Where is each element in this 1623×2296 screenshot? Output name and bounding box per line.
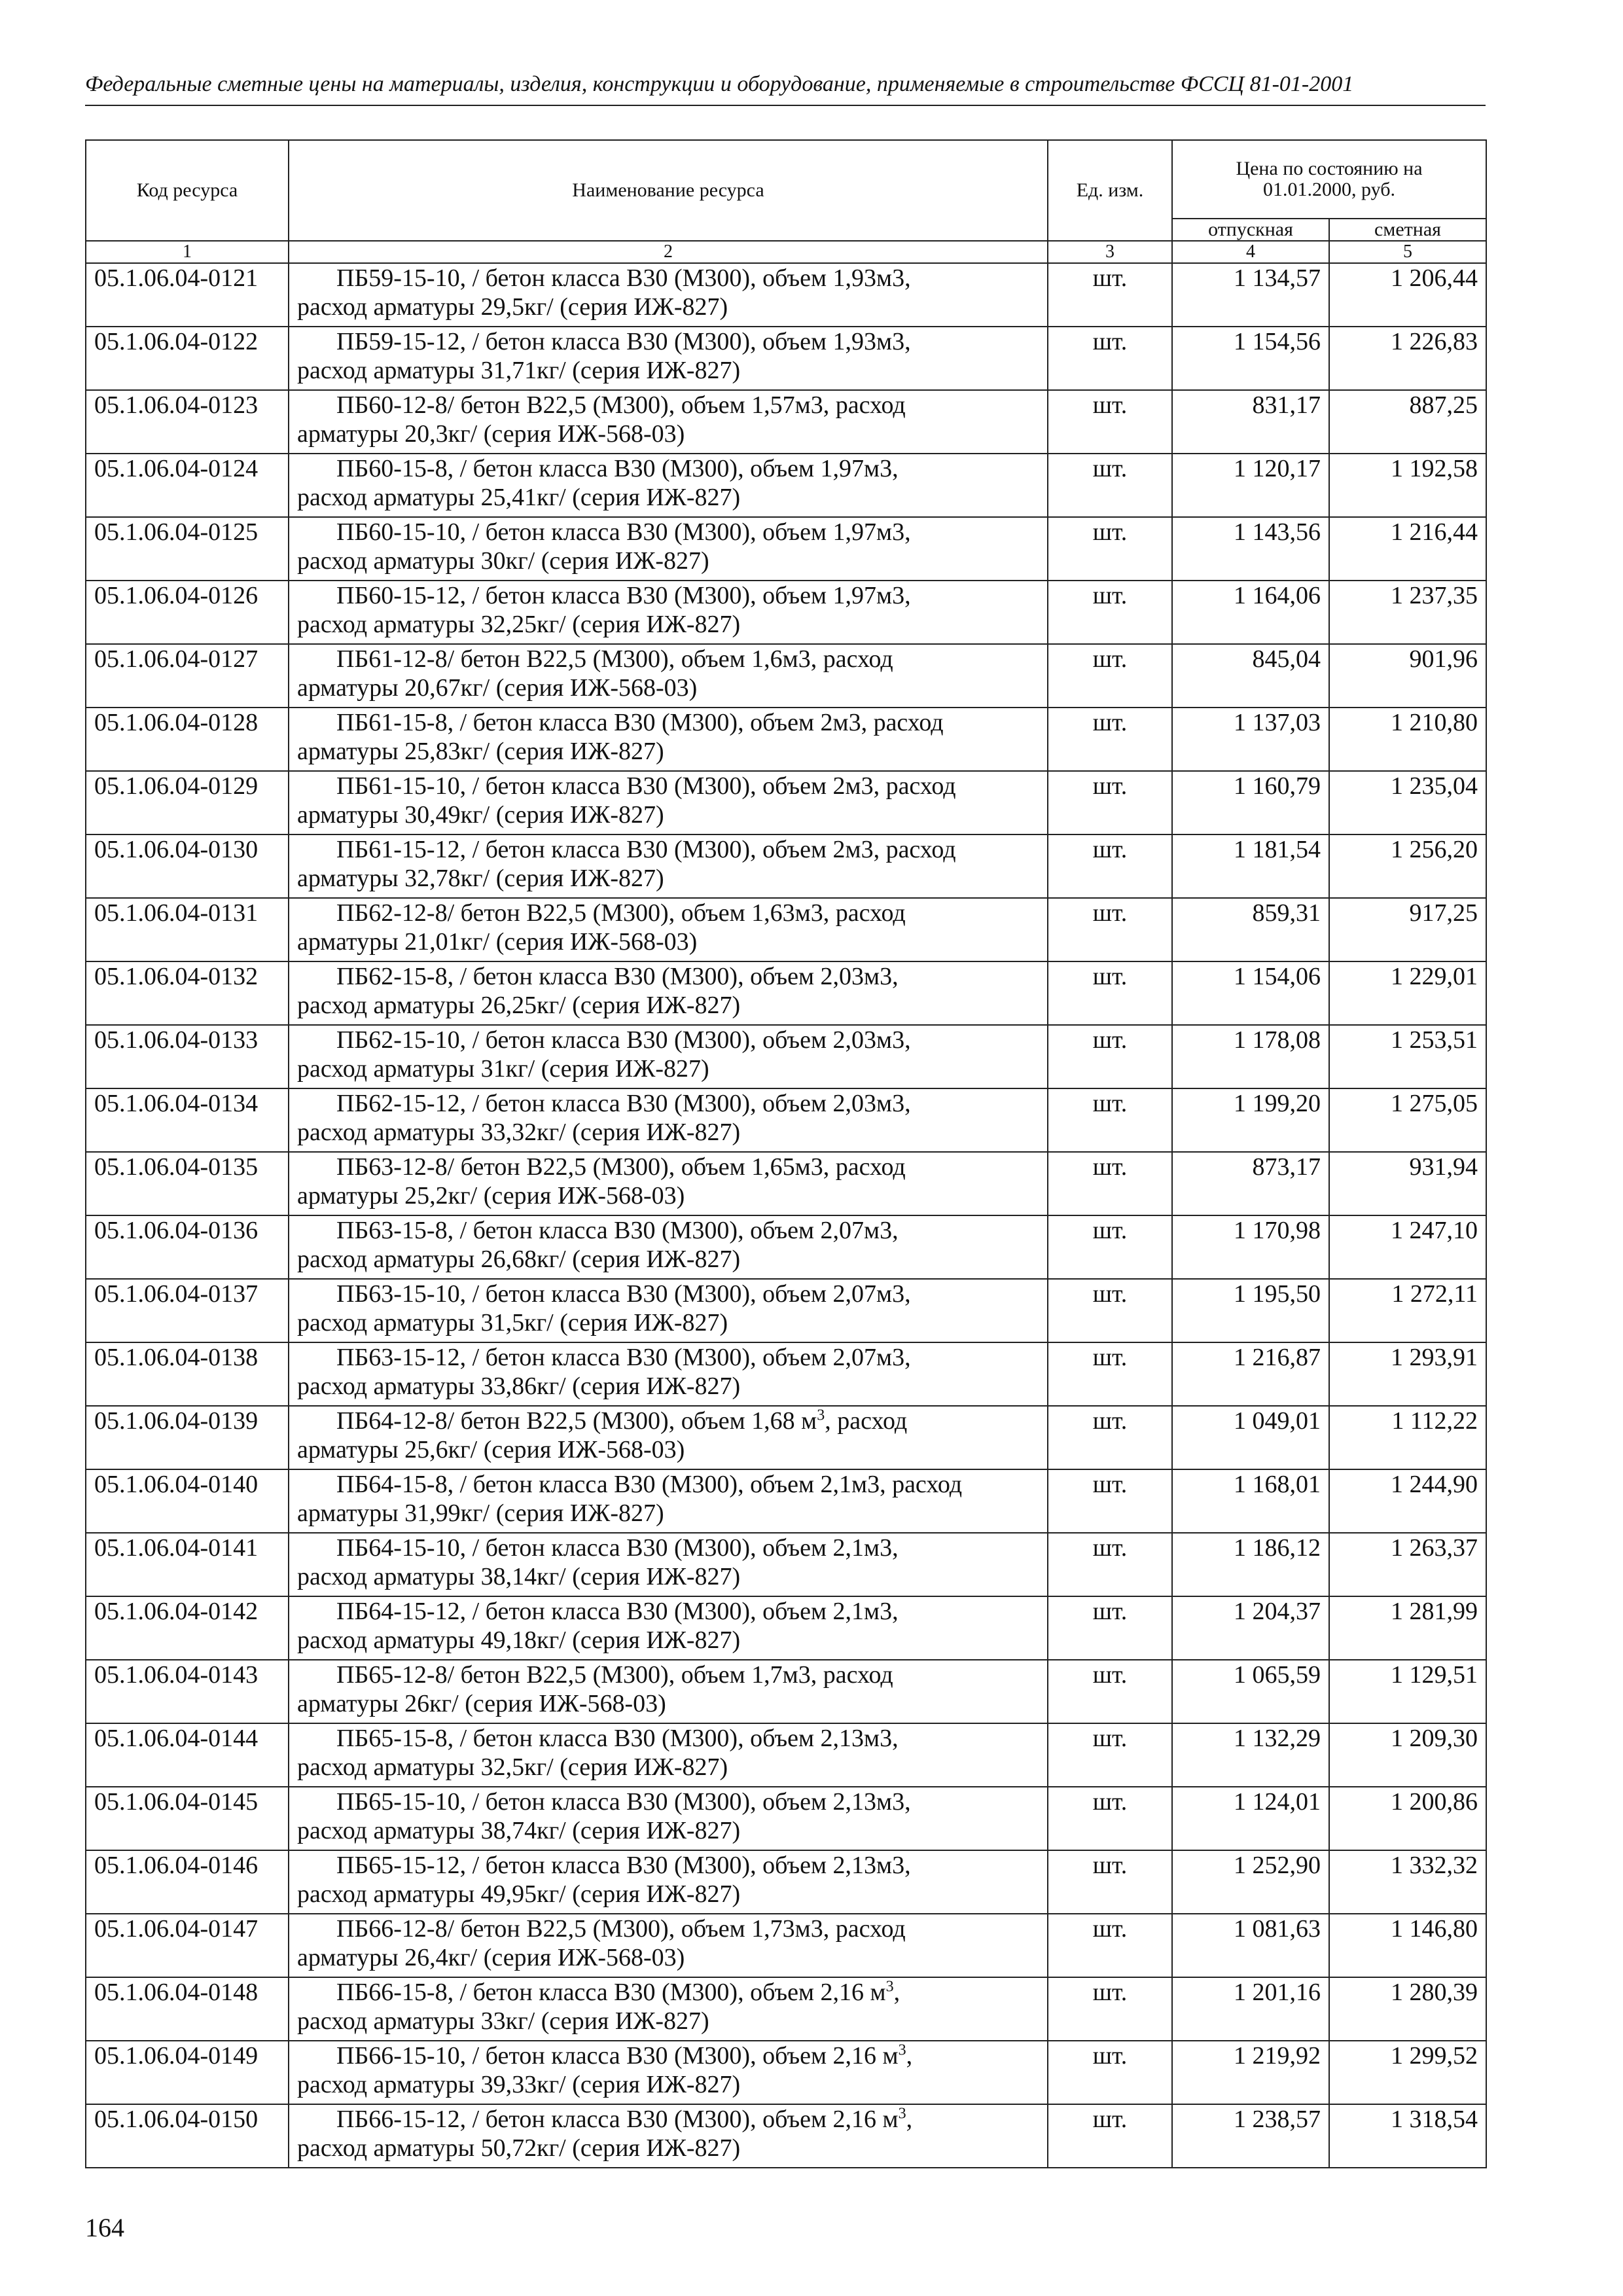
resource-name-text: ПБ61-15-10, / бетон класса В30 (М300), объем 2м3, расход <box>336 772 956 800</box>
resource-code: 05.1.06.04-0144 <box>86 1723 289 1787</box>
release-price: 1 204,37 <box>1172 1596 1329 1660</box>
resource-code: 05.1.06.04-0141 <box>86 1533 289 1596</box>
release-price: 1 137,03 <box>1172 708 1329 771</box>
resource-name <box>289 1723 1048 1787</box>
release-price: 1 154,56 <box>1172 327 1329 390</box>
resource-name <box>289 1342 1048 1406</box>
resource-name-line1 <box>297 1216 1042 1245</box>
resource-name <box>289 961 1048 1025</box>
resource-code: 05.1.06.04-0130 <box>86 834 289 898</box>
unit-of-measure: шт. <box>1048 1977 1172 2041</box>
unit-of-measure: шт. <box>1048 834 1172 898</box>
table-row <box>86 1787 1486 1850</box>
release-price: 1 081,63 <box>1172 1914 1329 1977</box>
resource-name-line2: расход арматуры 38,14кг/ (серия ИЖ-827) <box>297 1563 741 1590</box>
table-row <box>86 1977 1486 2041</box>
superscript: 3 <box>817 1407 825 1424</box>
resource-name-line1 <box>297 518 1042 547</box>
resource-name-line1 <box>297 391 1042 420</box>
estimate-price: 887,25 <box>1329 390 1486 454</box>
resource-name-text: ПБ66-15-10, / бетон класса В30 (М300), объем 2,16 м <box>336 2042 899 2070</box>
estimate-price: 1 229,01 <box>1329 961 1486 1025</box>
estimate-price: 1 226,83 <box>1329 327 1486 390</box>
release-price: 1 170,98 <box>1172 1215 1329 1279</box>
resource-name-line2: расход арматуры 49,18кг/ (серия ИЖ-827) <box>297 1626 741 1654</box>
resource-name-text: ПБ61-15-8, / бетон класса В30 (М300), объем 2м3, расход <box>336 709 944 736</box>
unit-of-measure: шт. <box>1048 263 1172 327</box>
release-price: 1 120,17 <box>1172 454 1329 517</box>
resource-name-line2: расход арматуры 49,95кг/ (серия ИЖ-827) <box>297 1880 741 1908</box>
resource-name-line1 <box>297 835 1042 864</box>
resource-name <box>289 1660 1048 1723</box>
release-price: 1 219,92 <box>1172 2041 1329 2104</box>
resource-name-line2: арматуры 25,6кг/ (серия ИЖ-568-03) <box>297 1436 685 1463</box>
release-price: 1 216,87 <box>1172 1342 1329 1406</box>
resource-name-text: ПБ65-15-12, / бетон класса В30 (М300), объем 2,13м3, <box>336 1852 911 1879</box>
resource-name-line2: расход арматуры 50,72кг/ (серия ИЖ-827) <box>297 2134 741 2162</box>
resource-name <box>289 834 1048 898</box>
resource-code: 05.1.06.04-0125 <box>86 517 289 581</box>
resource-name-text-tail: , <box>906 2106 913 2133</box>
col-header-release: отпускная <box>1172 219 1329 241</box>
release-price: 1 181,54 <box>1172 834 1329 898</box>
estimate-price: 1 209,30 <box>1329 1723 1486 1787</box>
table-row <box>86 581 1486 644</box>
unit-of-measure: шт. <box>1048 1342 1172 1406</box>
release-price: 1 164,06 <box>1172 581 1329 644</box>
unit-of-measure: шт. <box>1048 1088 1172 1152</box>
resource-name-line2: арматуры 32,78кг/ (серия ИЖ-827) <box>297 865 664 892</box>
unit-of-measure: шт. <box>1048 1215 1172 1279</box>
table-row <box>86 1660 1486 1723</box>
resource-name-text: ПБ59-15-10, / бетон класса В30 (М300), объем 1,93м3, <box>336 264 911 292</box>
col-header-unit: Ед. изм. <box>1048 140 1172 241</box>
unit-of-measure: шт. <box>1048 771 1172 834</box>
resource-name-text: ПБ65-15-8, / бетон класса В30 (М300), объем 2,13м3, <box>336 1725 899 1752</box>
release-price: 1 154,06 <box>1172 961 1329 1025</box>
resource-code: 05.1.06.04-0150 <box>86 2104 289 2168</box>
table-row <box>86 1914 1486 1977</box>
release-price: 873,17 <box>1172 1152 1329 1215</box>
resource-name <box>289 1215 1048 1279</box>
page-number: 164 <box>85 2213 124 2242</box>
estimate-price: 1 244,90 <box>1329 1469 1486 1533</box>
col-number-1: 1 <box>86 241 289 263</box>
superscript: 3 <box>898 2105 906 2123</box>
resource-name-text: ПБ62-15-8, / бетон класса В30 (М300), объем 2,03м3, <box>336 963 899 990</box>
resource-name-text: ПБ66-12-8/ бетон В22,5 (М300), объем 1,73м3, расход <box>336 1915 906 1943</box>
resource-name-text: ПБ64-15-12, / бетон класса В30 (М300), объем 2,1м3, <box>336 1598 899 1625</box>
table-row <box>86 708 1486 771</box>
release-price: 1 134,57 <box>1172 263 1329 327</box>
resource-name-line1 <box>297 1851 1042 1880</box>
resource-name-text-tail: , расход <box>825 1407 908 1435</box>
resource-code: 05.1.06.04-0122 <box>86 327 289 390</box>
release-price: 1 124,01 <box>1172 1787 1329 1850</box>
resource-name <box>289 2104 1048 2168</box>
resource-name <box>289 2041 1048 2104</box>
resource-name-line1 <box>297 1026 1042 1054</box>
resource-name-text: ПБ66-15-12, / бетон класса В30 (М300), объем 2,16 м <box>336 2106 899 2133</box>
table-row <box>86 2041 1486 2104</box>
resource-name <box>289 771 1048 834</box>
resource-name <box>289 1977 1048 2041</box>
price-table <box>85 139 1487 2168</box>
resource-name-line2: арматуры 26кг/ (серия ИЖ-568-03) <box>297 1690 666 1717</box>
resource-name-line2: расход арматуры 29,5кг/ (серия ИЖ-827) <box>297 293 728 321</box>
resource-name <box>289 1088 1048 1152</box>
release-price: 1 168,01 <box>1172 1469 1329 1533</box>
resource-name-line1 <box>297 454 1042 483</box>
estimate-price: 1 299,52 <box>1329 2041 1486 2104</box>
table-row <box>86 1850 1486 1914</box>
release-price: 859,31 <box>1172 898 1329 961</box>
table-body <box>86 263 1486 2168</box>
release-price: 1 199,20 <box>1172 1088 1329 1152</box>
resource-name-text: ПБ62-12-8/ бетон В22,5 (М300), объем 1,63м3, расход <box>336 899 906 927</box>
table-row <box>86 1596 1486 1660</box>
resource-name-line2: расход арматуры 33,86кг/ (серия ИЖ-827) <box>297 1372 741 1400</box>
unit-of-measure: шт. <box>1048 1850 1172 1914</box>
estimate-price: 1 280,39 <box>1329 1977 1486 2041</box>
unit-of-measure: шт. <box>1048 2041 1172 2104</box>
unit-of-measure: шт. <box>1048 1533 1172 1596</box>
unit-of-measure: шт. <box>1048 1914 1172 1977</box>
resource-name <box>289 1469 1048 1533</box>
resource-name-line2: арматуры 25,2кг/ (серия ИЖ-568-03) <box>297 1182 685 1210</box>
resource-name-line1 <box>297 1407 1042 1435</box>
resource-name-text: ПБ63-15-8, / бетон класса В30 (М300), объем 2,07м3, <box>336 1217 899 1244</box>
unit-of-measure: шт. <box>1048 1152 1172 1215</box>
resource-name-line1 <box>297 1534 1042 1562</box>
resource-name <box>289 327 1048 390</box>
unit-of-measure: шт. <box>1048 898 1172 961</box>
resource-code: 05.1.06.04-0146 <box>86 1850 289 1914</box>
resource-name <box>289 898 1048 961</box>
col-number-2: 2 <box>289 241 1048 263</box>
resource-name-line1 <box>297 581 1042 610</box>
resource-name-line2: арматуры 26,4кг/ (серия ИЖ-568-03) <box>297 1944 685 1971</box>
unit-of-measure: шт. <box>1048 1723 1172 1787</box>
table-row <box>86 1469 1486 1533</box>
table-row <box>86 1088 1486 1152</box>
resource-name <box>289 390 1048 454</box>
resource-name-line1 <box>297 708 1042 737</box>
resource-name <box>289 1850 1048 1914</box>
resource-name-line1 <box>297 1660 1042 1689</box>
resource-name-text: ПБ64-15-8, / бетон класса В30 (М300), объем 2,1м3, расход <box>336 1471 963 1498</box>
superscript: 3 <box>885 1978 894 1996</box>
table-row <box>86 961 1486 1025</box>
table-row <box>86 1025 1486 1088</box>
resource-name-line2: арматуры 31,99кг/ (серия ИЖ-827) <box>297 1499 664 1527</box>
resource-name-text: ПБ60-15-8, / бетон класса В30 (М300), объем 1,97м3, <box>336 455 899 482</box>
resource-name-text-tail: , <box>906 2042 913 2070</box>
release-price: 1 252,90 <box>1172 1850 1329 1914</box>
resource-name-line2: арматуры 30,49кг/ (серия ИЖ-827) <box>297 801 664 829</box>
resource-name-line1 <box>297 1978 1042 2007</box>
unit-of-measure: шт. <box>1048 2104 1172 2168</box>
estimate-price: 1 210,80 <box>1329 708 1486 771</box>
resource-name-line2: расход арматуры 26,68кг/ (серия ИЖ-827) <box>297 1246 741 1273</box>
unit-of-measure: шт. <box>1048 1596 1172 1660</box>
resource-name-line1 <box>297 2105 1042 2134</box>
table-row <box>86 263 1486 327</box>
resource-name <box>289 1533 1048 1596</box>
resource-code: 05.1.06.04-0145 <box>86 1787 289 1850</box>
estimate-price: 1 192,58 <box>1329 454 1486 517</box>
unit-of-measure: шт. <box>1048 517 1172 581</box>
resource-name-line2: расход арматуры 32,25кг/ (серия ИЖ-827) <box>297 611 741 638</box>
table-row <box>86 1723 1486 1787</box>
unit-of-measure: шт. <box>1048 961 1172 1025</box>
col-number-5: 5 <box>1329 241 1486 263</box>
resource-name-line1 <box>297 645 1042 673</box>
release-price: 1 132,29 <box>1172 1723 1329 1787</box>
resource-code: 05.1.06.04-0126 <box>86 581 289 644</box>
resource-name-line1 <box>297 1089 1042 1118</box>
resource-code: 05.1.06.04-0139 <box>86 1406 289 1469</box>
table-row <box>86 517 1486 581</box>
release-price: 1 186,12 <box>1172 1533 1329 1596</box>
table-row <box>86 1152 1486 1215</box>
running-header: Федеральные сметные цены на материалы, изделия, конструкции и оборудование, применяемые в строительстве ФССЦ 81-01-2001 <box>85 72 1354 96</box>
release-price: 1 143,56 <box>1172 517 1329 581</box>
resource-code: 05.1.06.04-0136 <box>86 1215 289 1279</box>
resource-name-text: ПБ64-15-10, / бетон класса В30 (М300), объем 2,1м3, <box>336 1534 899 1562</box>
col-number-4: 4 <box>1172 241 1329 263</box>
resource-name <box>289 517 1048 581</box>
resource-code: 05.1.06.04-0124 <box>86 454 289 517</box>
resource-name-line2: расход арматуры 39,33кг/ (серия ИЖ-827) <box>297 2071 741 2098</box>
unit-of-measure: шт. <box>1048 1469 1172 1533</box>
resource-name <box>289 1406 1048 1469</box>
table-row <box>86 2104 1486 2168</box>
estimate-price: 917,25 <box>1329 898 1486 961</box>
table-row <box>86 898 1486 961</box>
estimate-price: 1 216,44 <box>1329 517 1486 581</box>
table-row <box>86 1406 1486 1469</box>
resource-name-text: ПБ64-12-8/ бетон В22,5 (М300), объем 1,68 м <box>336 1407 817 1435</box>
resource-name-text: ПБ65-12-8/ бетон В22,5 (М300), объем 1,7м3, расход <box>336 1661 893 1689</box>
resource-name <box>289 581 1048 644</box>
header-rule <box>85 105 1486 106</box>
unit-of-measure: шт. <box>1048 1025 1172 1088</box>
resource-name-line2: расход арматуры 38,74кг/ (серия ИЖ-827) <box>297 1817 741 1844</box>
resource-name-line1 <box>297 2041 1042 2070</box>
unit-of-measure: шт. <box>1048 1279 1172 1342</box>
table-row <box>86 644 1486 708</box>
estimate-price: 1 253,51 <box>1329 1025 1486 1088</box>
resource-name-text: ПБ60-15-12, / бетон класса В30 (М300), объем 1,97м3, <box>336 582 911 609</box>
resource-name-line2: расход арматуры 25,41кг/ (серия ИЖ-827) <box>297 484 741 511</box>
estimate-price: 1 275,05 <box>1329 1088 1486 1152</box>
resource-code: 05.1.06.04-0128 <box>86 708 289 771</box>
estimate-price: 1 237,35 <box>1329 581 1486 644</box>
resource-name-text-tail: , <box>893 1979 901 2006</box>
resource-code: 05.1.06.04-0137 <box>86 1279 289 1342</box>
superscript: 3 <box>898 2041 906 2059</box>
col-header-code: Код ресурса <box>86 140 289 241</box>
estimate-price: 1 293,91 <box>1329 1342 1486 1406</box>
unit-of-measure: шт. <box>1048 327 1172 390</box>
resource-code: 05.1.06.04-0121 <box>86 263 289 327</box>
release-price: 1 201,16 <box>1172 1977 1329 2041</box>
resource-name-text: ПБ65-15-10, / бетон класса В30 (М300), объем 2,13м3, <box>336 1788 911 1816</box>
resource-name <box>289 454 1048 517</box>
estimate-price: 1 206,44 <box>1329 263 1486 327</box>
table-row <box>86 1279 1486 1342</box>
resource-name <box>289 644 1048 708</box>
resource-code: 05.1.06.04-0129 <box>86 771 289 834</box>
resource-code: 05.1.06.04-0149 <box>86 2041 289 2104</box>
resource-name-line2: расход арматуры 31,71кг/ (серия ИЖ-827) <box>297 357 741 384</box>
resource-name-line1 <box>297 899 1042 927</box>
resource-name-line1 <box>297 1597 1042 1626</box>
estimate-price: 1 281,99 <box>1329 1596 1486 1660</box>
unit-of-measure: шт. <box>1048 708 1172 771</box>
resource-name-line1 <box>297 1724 1042 1753</box>
resource-code: 05.1.06.04-0131 <box>86 898 289 961</box>
resource-code: 05.1.06.04-0133 <box>86 1025 289 1088</box>
resource-name-line1 <box>297 962 1042 991</box>
unit-of-measure: шт. <box>1048 1406 1172 1469</box>
col-header-name: Наименование ресурса <box>289 140 1048 241</box>
resource-code: 05.1.06.04-0140 <box>86 1469 289 1533</box>
resource-name <box>289 1914 1048 1977</box>
estimate-price: 1 129,51 <box>1329 1660 1486 1723</box>
resource-name-text: ПБ60-12-8/ бетон В22,5 (М300), объем 1,57м3, расход <box>336 391 906 419</box>
resource-name-text: ПБ66-15-8, / бетон класса В30 (М300), объем 2,16 м <box>336 1979 886 2006</box>
table-row <box>86 390 1486 454</box>
resource-name-line1 <box>297 264 1042 293</box>
resource-name-line1 <box>297 327 1042 356</box>
resource-name-line2: арматуры 21,01кг/ (серия ИЖ-568-03) <box>297 928 698 956</box>
table-row <box>86 327 1486 390</box>
resource-name-text: ПБ62-15-10, / бетон класса В30 (М300), объем 2,03м3, <box>336 1026 911 1054</box>
resource-name-line1 <box>297 1787 1042 1816</box>
resource-code: 05.1.06.04-0135 <box>86 1152 289 1215</box>
table-row <box>86 1342 1486 1406</box>
resource-name-line2: расход арматуры 26,25кг/ (серия ИЖ-827) <box>297 992 741 1019</box>
resource-name <box>289 1025 1048 1088</box>
release-price: 1 049,01 <box>1172 1406 1329 1469</box>
resource-name-line2: расход арматуры 32,5кг/ (серия ИЖ-827) <box>297 1753 728 1781</box>
estimate-price: 1 235,04 <box>1329 771 1486 834</box>
resource-name-line2: расход арматуры 30кг/ (серия ИЖ-827) <box>297 547 709 575</box>
estimate-price: 1 200,86 <box>1329 1787 1486 1850</box>
release-price: 1 160,79 <box>1172 771 1329 834</box>
resource-name <box>289 263 1048 327</box>
estimate-price: 931,94 <box>1329 1152 1486 1215</box>
estimate-price: 1 332,32 <box>1329 1850 1486 1914</box>
resource-code: 05.1.06.04-0142 <box>86 1596 289 1660</box>
resource-name-line2: арматуры 20,67кг/ (серия ИЖ-568-03) <box>297 674 698 702</box>
resource-name-line1 <box>297 772 1042 800</box>
resource-name-line1 <box>297 1280 1042 1308</box>
release-price: 1 178,08 <box>1172 1025 1329 1088</box>
resource-code: 05.1.06.04-0143 <box>86 1660 289 1723</box>
resource-name-line2: расход арматуры 31,5кг/ (серия ИЖ-827) <box>297 1309 728 1336</box>
resource-name-text: ПБ61-12-8/ бетон В22,5 (М300), объем 1,6м3, расход <box>336 645 893 673</box>
resource-name <box>289 708 1048 771</box>
resource-name-text: ПБ59-15-12, / бетон класса В30 (М300), объем 1,93м3, <box>336 328 911 355</box>
resource-name <box>289 1279 1048 1342</box>
resource-name <box>289 1787 1048 1850</box>
resource-name-line2: расход арматуры 33,32кг/ (серия ИЖ-827) <box>297 1119 741 1146</box>
release-price: 1 065,59 <box>1172 1660 1329 1723</box>
resource-code: 05.1.06.04-0127 <box>86 644 289 708</box>
estimate-price: 1 272,11 <box>1329 1279 1486 1342</box>
estimate-price: 1 146,80 <box>1329 1914 1486 1977</box>
resource-code: 05.1.06.04-0134 <box>86 1088 289 1152</box>
resource-code: 05.1.06.04-0123 <box>86 390 289 454</box>
table-row <box>86 1215 1486 1279</box>
resource-name-text: ПБ63-15-10, / бетон класса В30 (М300), объем 2,07м3, <box>336 1280 911 1308</box>
resource-name-line1 <box>297 1153 1042 1181</box>
table-row <box>86 834 1486 898</box>
col-number-3: 3 <box>1048 241 1172 263</box>
resource-name <box>289 1596 1048 1660</box>
estimate-price: 1 112,22 <box>1329 1406 1486 1469</box>
resource-code: 05.1.06.04-0147 <box>86 1914 289 1977</box>
resource-name <box>289 1152 1048 1215</box>
unit-of-measure: шт. <box>1048 390 1172 454</box>
estimate-price: 1 318,54 <box>1329 2104 1486 2168</box>
resource-name-line2: арматуры 20,3кг/ (серия ИЖ-568-03) <box>297 420 685 448</box>
resource-name-line1 <box>297 1470 1042 1499</box>
unit-of-measure: шт. <box>1048 644 1172 708</box>
estimate-price: 1 247,10 <box>1329 1215 1486 1279</box>
table-row <box>86 771 1486 834</box>
resource-name-text: ПБ63-15-12, / бетон класса В30 (М300), объем 2,07м3, <box>336 1344 911 1371</box>
resource-code: 05.1.06.04-0132 <box>86 961 289 1025</box>
release-price: 1 195,50 <box>1172 1279 1329 1342</box>
resource-code: 05.1.06.04-0138 <box>86 1342 289 1406</box>
resource-name-text: ПБ62-15-12, / бетон класса В30 (М300), объем 2,03м3, <box>336 1090 911 1117</box>
resource-name-line1 <box>297 1914 1042 1943</box>
release-price: 845,04 <box>1172 644 1329 708</box>
col-header-price: Цена по состоянию на 01.01.2000, руб. <box>1172 140 1486 219</box>
resource-name-line2: арматуры 25,83кг/ (серия ИЖ-827) <box>297 738 664 765</box>
resource-name-text: ПБ61-15-12, / бетон класса В30 (М300), объем 2м3, расход <box>336 836 956 863</box>
resource-code: 05.1.06.04-0148 <box>86 1977 289 2041</box>
estimate-price: 901,96 <box>1329 644 1486 708</box>
estimate-price: 1 263,37 <box>1329 1533 1486 1596</box>
unit-of-measure: шт. <box>1048 581 1172 644</box>
resource-name-line2: расход арматуры 31кг/ (серия ИЖ-827) <box>297 1055 709 1083</box>
unit-of-measure: шт. <box>1048 454 1172 517</box>
table-row <box>86 1533 1486 1596</box>
resource-name-text: ПБ63-12-8/ бетон В22,5 (М300), объем 1,65м3, расход <box>336 1153 906 1181</box>
table-row <box>86 454 1486 517</box>
release-price: 1 238,57 <box>1172 2104 1329 2168</box>
resource-name-text: ПБ60-15-10, / бетон класса В30 (М300), объем 1,97м3, <box>336 518 911 546</box>
unit-of-measure: шт. <box>1048 1787 1172 1850</box>
estimate-price: 1 256,20 <box>1329 834 1486 898</box>
unit-of-measure: шт. <box>1048 1660 1172 1723</box>
release-price: 831,17 <box>1172 390 1329 454</box>
col-header-estimate: сметная <box>1329 219 1486 241</box>
resource-name-line1 <box>297 1343 1042 1372</box>
resource-name-line2: расход арматуры 33кг/ (серия ИЖ-827) <box>297 2007 709 2035</box>
